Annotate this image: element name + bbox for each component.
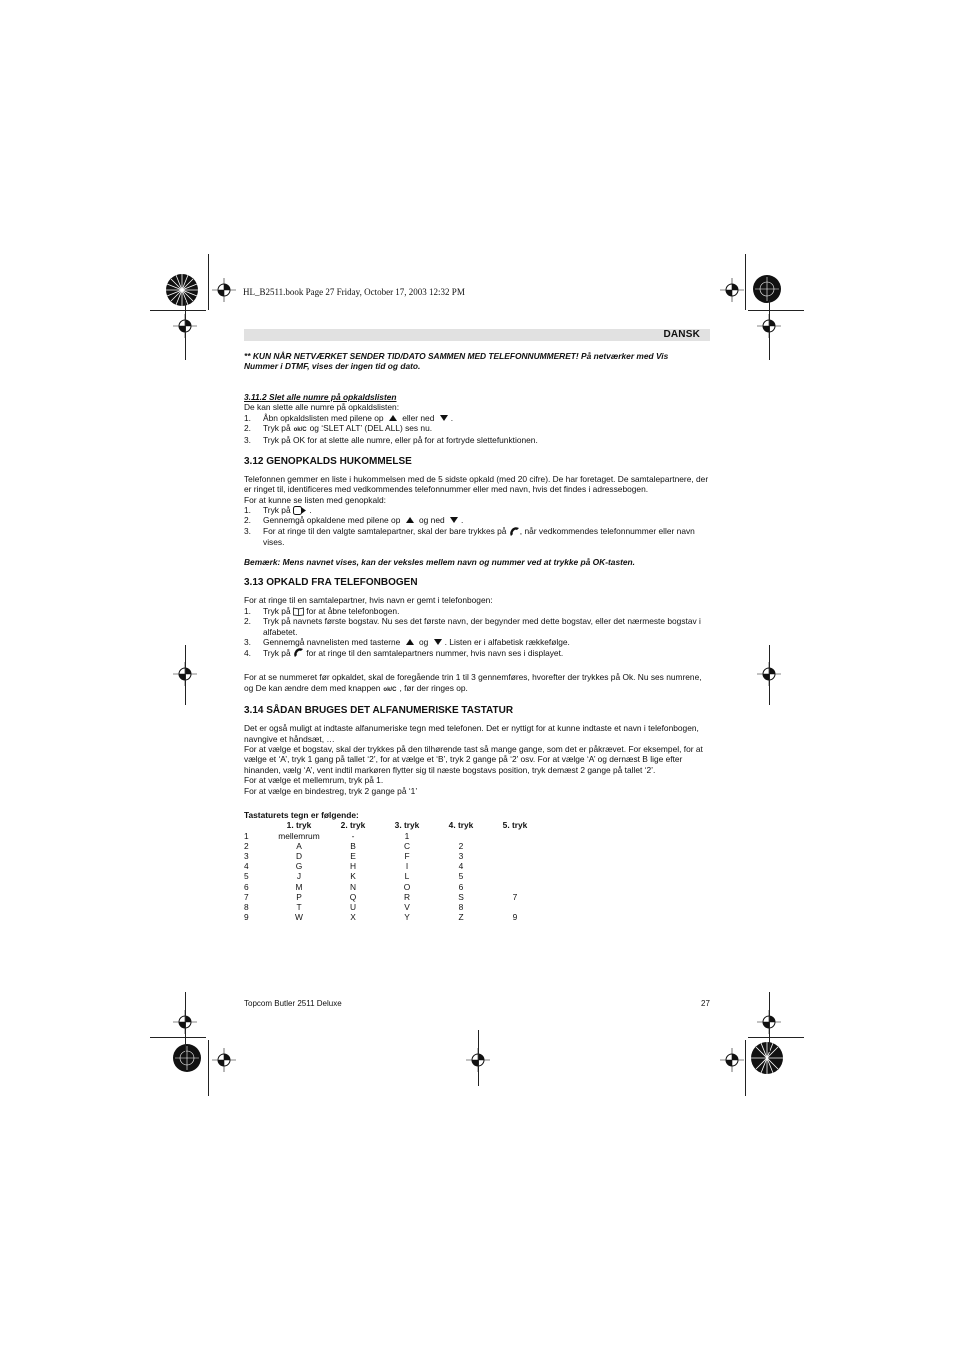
list-item: 2. Gennemgå opkaldene med pilene op og ned . xyxy=(244,515,464,526)
table-cell: 9 xyxy=(512,912,518,923)
table-cell: C xyxy=(403,840,411,851)
registration-mark-bottom-left xyxy=(170,1041,204,1075)
crop-line xyxy=(745,254,746,310)
note: Bemærk: Mens navnet vises, kan der veksles mellem navn og nummer ved at trykke på OK-tasten. xyxy=(244,557,635,568)
arrow-up-icon xyxy=(406,517,414,523)
crop-line xyxy=(150,310,206,311)
table-cell: 9 xyxy=(244,912,249,923)
table-row xyxy=(244,861,542,871)
table-cell: K xyxy=(350,871,356,882)
table-cell: L xyxy=(404,871,410,882)
page-content xyxy=(244,351,710,922)
paragraph: For at se nummeret før opkaldet, skal de foregående trin 1 til 3 gennemføres, hvorefter der trykkes på Ok. Nu ses numrene, og De kan ændre dem med knappen ok/C , før der ringes op. xyxy=(244,672,702,693)
table-cell: S xyxy=(458,891,464,902)
table-cell: I xyxy=(405,861,409,872)
table-title: Tastaturets tegn er følgende: xyxy=(244,809,359,820)
table-cell: 6 xyxy=(458,881,464,892)
crosshair-mark xyxy=(212,1048,236,1072)
table-cell: mellemrum xyxy=(278,830,320,841)
table-cell: 5 xyxy=(244,871,249,882)
list-item: 1. Tryk på for at åbne telefonbogen. xyxy=(244,605,400,616)
section-title: 3.12 GENOPKALDS HUKOMMELSE xyxy=(244,455,412,467)
table-cell: E xyxy=(350,850,356,861)
table-row xyxy=(244,851,542,861)
table-header-row: 1. tryk 2. tryk 3. tryk 4. tryk 5. tryk xyxy=(286,820,528,831)
table-cell xyxy=(488,831,542,841)
table-cell: H xyxy=(349,861,357,872)
crop-line xyxy=(185,992,186,1052)
list-item: 4. Tryk på for at ringe til den samtalepartners nummer, hvis navn ses i displayet. xyxy=(244,647,564,658)
crop-line xyxy=(769,992,770,1052)
table-cell: F xyxy=(404,850,410,861)
table-cell: A xyxy=(296,840,302,851)
table-cell: 2 xyxy=(244,840,249,851)
footer-product: Topcom Butler 2511 Deluxe xyxy=(244,999,342,1008)
list-item: 1. Tryk på . xyxy=(244,505,312,516)
page-number: 27 xyxy=(701,999,710,1008)
table-cell: 8 xyxy=(244,901,249,912)
redial-icon xyxy=(293,506,307,515)
table-cell: Y xyxy=(404,912,410,923)
table-cell xyxy=(488,841,542,851)
list-item: 1. Åbn opkaldslisten med pilene op eller ned . xyxy=(244,412,454,423)
table-row xyxy=(244,871,542,881)
list-item: 2. Tryk på ok/C og ‘SLET ALT’ (DEL ALL) ses nu. xyxy=(244,423,433,434)
table-cell xyxy=(488,882,542,892)
table-cell: G xyxy=(295,861,303,872)
paragraph: For at vælge et bogstav, skal der trykkes på den tilhørende tast så mange gange, som det er påkrævet. For eksempel, for at vælge et ‘A’, tryk 1 gang på tallet ‘2’, for at vælge et ‘B’, tryk 2 gange på ‘2’ osv. For at vælge ‘A’ og dernæst B lige efter hinanden, vælg ‘A’, vent indtil markøren flytter sig til næste bogstavs position, tryk demæst 2 gange på tallet ‘2’. xyxy=(244,743,703,775)
paragraph: For at vælge et mellemrum, tryk på 1. xyxy=(244,775,384,786)
registration-mark-top-right xyxy=(750,272,784,306)
paragraph: Det er også muligt at indtaste alfanumeriske tegn med telefonen. Det er nyttigt for at kunne indtaste et navn i telefonbogen, navngive et håndsæt, … xyxy=(244,723,699,744)
language-label: DANSK xyxy=(663,329,700,340)
crosshair-mark xyxy=(212,278,236,302)
table-cell xyxy=(434,831,488,841)
table-cell: V xyxy=(404,901,410,912)
table-cell xyxy=(488,861,542,871)
ok-c-key-icon: ok/C xyxy=(293,427,307,434)
table-row xyxy=(244,841,542,851)
table-row xyxy=(244,902,542,912)
paragraph: Telefonnen gemmer en liste i hukommelsen med de 5 sidste opkald (med 20 cifre). De har foretaget. De samtalepartnere, der er ringet til, identificeres med vedkommendes telefonnummer eller med navn, hvis det findes i adressebogen. xyxy=(244,473,709,495)
table-cell: 3 xyxy=(458,850,464,861)
table-cell: - xyxy=(351,830,355,841)
table-cell xyxy=(488,871,542,881)
handset-icon xyxy=(509,527,520,537)
crop-line xyxy=(150,1037,206,1038)
crop-line xyxy=(208,1040,209,1096)
key-table xyxy=(244,820,542,922)
table-cell: U xyxy=(349,901,357,912)
file-info: HL_B2511.book Page 27 Friday, October 17, 2003 12:32 PM xyxy=(243,287,465,297)
section-title: 3.14 SÅDAN BRUGES DET ALFANUMERISKE TASTATUR xyxy=(244,705,514,717)
list-item: 3. Tryk på OK for at slette alle numre, eller på for at fortryde slettefunktionen. xyxy=(244,435,538,446)
table-cell: Q xyxy=(349,891,357,902)
crop-line xyxy=(748,1037,804,1038)
table-cell xyxy=(488,851,542,861)
registration-mark-top-left xyxy=(160,268,204,312)
table-cell: X xyxy=(350,912,356,923)
list-item: 2. Tryk på navnets første bogstav. Nu ses det første navn, der begynder med dette bogstav, eller det nærmeste bogstav i alfabetet. xyxy=(244,616,701,637)
crosshair-mark xyxy=(720,1048,744,1072)
table-row xyxy=(244,831,542,841)
crop-line xyxy=(185,300,186,360)
table-row xyxy=(244,882,542,892)
paragraph: For at vælge en bindestreg, tryk 2 gange på ‘1’ xyxy=(244,785,418,796)
arrow-down-icon xyxy=(450,517,458,523)
crop-line xyxy=(748,310,804,311)
table-cell: 5 xyxy=(458,871,464,882)
table-cell: 1 xyxy=(404,830,410,841)
table-cell: O xyxy=(403,881,411,892)
arrow-down-icon xyxy=(440,415,448,421)
table-cell: 3 xyxy=(244,850,249,861)
subsection-title: 3.11.2 Slet alle numre på opkaldslisten xyxy=(244,391,397,402)
handset-icon xyxy=(293,648,304,658)
table-cell: P xyxy=(296,891,302,902)
crosshair-mark xyxy=(720,278,744,302)
paragraph: De kan slette alle numre på opkaldslisten: xyxy=(244,402,400,413)
table-cell xyxy=(488,902,542,912)
list-item: 3. For at ringe til den valgte samtalepartner, skal der bare trykkes på , når vedkommendes telefonnummer eller navn vises. xyxy=(244,525,695,547)
crop-line xyxy=(769,300,770,360)
crop-line xyxy=(478,1030,479,1086)
paragraph: For at ringe til en samtalepartner, hvis navn er gemt i telefonbogen: xyxy=(244,595,493,606)
table-cell: 7 xyxy=(244,891,249,902)
table-cell: W xyxy=(295,912,303,923)
language-header xyxy=(244,329,710,341)
table-cell: Z xyxy=(458,912,464,923)
crop-line xyxy=(769,645,770,705)
crop-line xyxy=(208,254,209,310)
phonebook-icon xyxy=(293,607,304,616)
note-top: ** KUN NÅR NETVÆRKET SENDER TID/DATO SAMMEN MED TELEFONNUMMERET! På netværker med Vis Nummer i DTMF, vises der ingen tid og dato. xyxy=(244,351,669,372)
table-cell: J xyxy=(296,871,302,882)
section-title: 3.13 OPKALD FRA TELEFONBOGEN xyxy=(244,577,418,589)
table-cell: 6 xyxy=(244,881,249,892)
table-cell: B xyxy=(350,840,356,851)
table-cell: R xyxy=(403,891,411,902)
table-cell: N xyxy=(349,881,357,892)
table-cell: 4 xyxy=(458,861,464,872)
table-cell: D xyxy=(295,850,303,861)
paragraph: For at kunne se listen med genopkald: xyxy=(244,494,386,505)
table-row xyxy=(244,912,542,922)
registration-mark-bottom-right xyxy=(745,1036,789,1080)
table-row xyxy=(244,892,542,902)
table-cell: 4 xyxy=(244,861,249,872)
ok-c-key-icon: ok/C xyxy=(383,686,397,693)
table-cell: 1 xyxy=(244,830,249,841)
table-cell: 7 xyxy=(512,891,518,902)
table-cell: 2 xyxy=(458,840,464,851)
crop-line xyxy=(745,1040,746,1096)
table-cell: T xyxy=(296,901,302,912)
crop-line xyxy=(185,645,186,705)
arrow-up-icon xyxy=(389,415,397,421)
table-cell: M xyxy=(295,881,303,892)
list-item: 3. Gennemgå navnelisten med tasterne og . Listen er i alfabetisk rækkefølge. xyxy=(244,637,570,648)
arrow-up-icon xyxy=(406,639,414,645)
arrow-down-icon xyxy=(434,639,442,645)
table-cell: 8 xyxy=(458,901,464,912)
